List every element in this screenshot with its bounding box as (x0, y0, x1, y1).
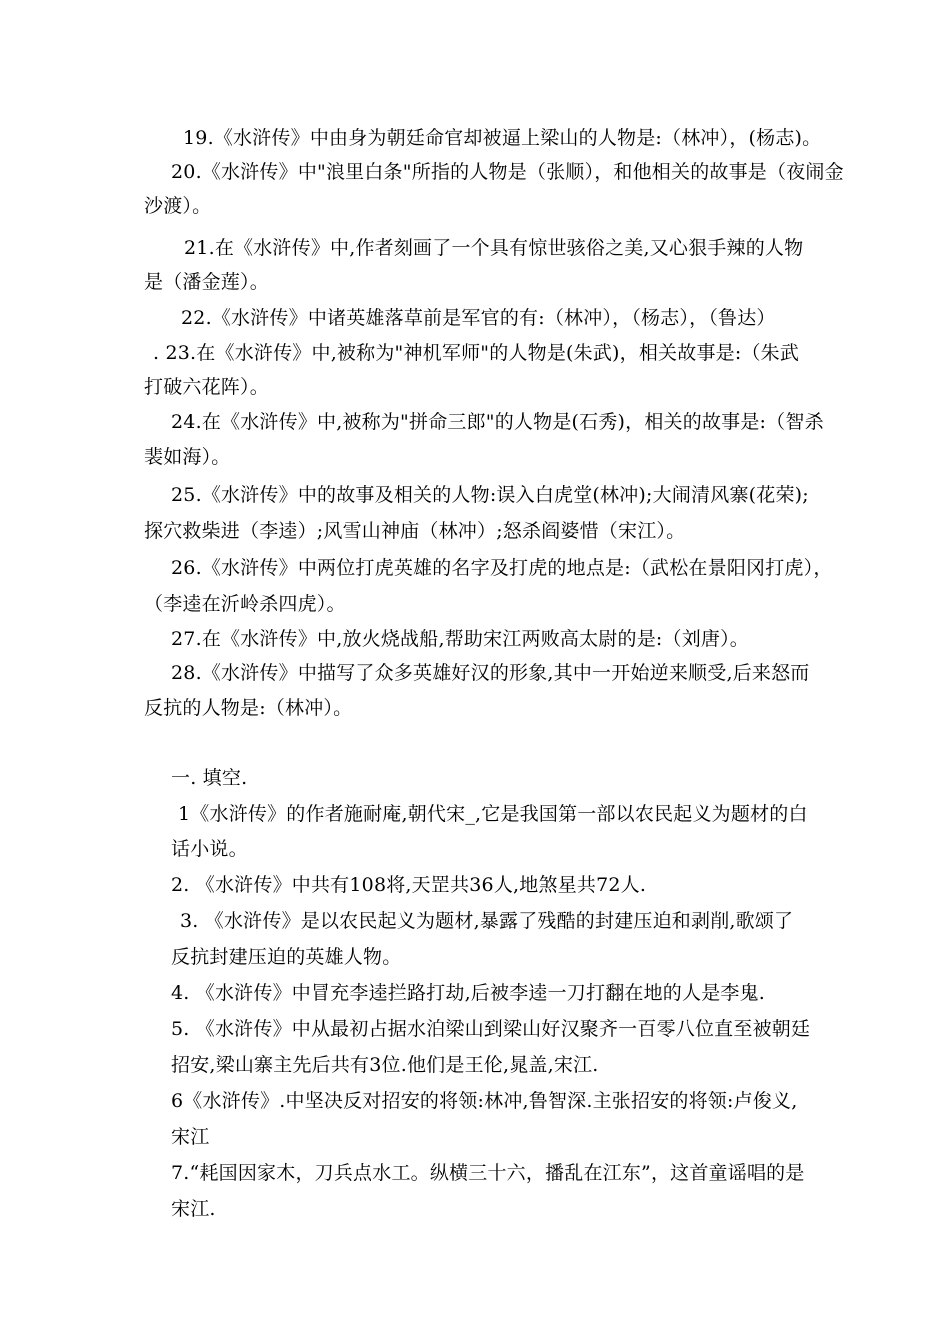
text-line: 19.《水浒传》中由身为朝廷命官却被逼上梁山的人物是:（林冲），(杨志)。 (183, 127, 822, 149)
text-line: 1《水浒传》的作者施耐庵,朝代宋_,它是我国第一部以农民起义为题材的白 (178, 803, 808, 825)
text-line: 打破六花阵）。 (144, 376, 269, 398)
text-line: 4. 《水浒传》中冒充李逵拦路打劫,后被李逵一刀打翻在地的人是李鬼. (171, 982, 766, 1004)
text-line: 反抗封建压迫的英雄人物。 (171, 946, 402, 968)
text-line: 7.“耗国因家木，刀兵点水工。纵横三十六，播乱在江东”，这首童谣唱的是 (171, 1162, 805, 1184)
text-line: （李逵在沂岭杀四虎）。 (144, 593, 346, 615)
text-line: 6《水浒传》.中坚决反对招安的将领:林冲,鲁智深.主张招安的将领:卢俊义, (171, 1090, 798, 1112)
text-line: . 23.在《水浒传》中,被称为"神机军师"的人物是(朱武)，相关故事是:（朱武 (153, 342, 800, 364)
text-line: 沙渡）。 (144, 195, 212, 217)
text-line: 26.《水浒传》中两位打虎英雄的名字及打虎的地点是:（武松在景阳冈打虎）， (171, 557, 833, 579)
text-line: 21.在《水浒传》中,作者刻画了一个具有惊世骇俗之美,又心狠手辣的人物 (184, 237, 804, 259)
text-line: 3. 《水浒传》是以农民起义为题材,暴露了残酷的封建压迫和剥削,歌颂了 (180, 910, 794, 932)
section-heading: 一. 填空. (171, 767, 248, 789)
text-line: 话小说。 (171, 838, 248, 860)
text-line: 裴如海）。 (144, 446, 231, 468)
text-line: 5. 《水浒传》中从最初占据水泊梁山到梁山好汉聚齐一百零八位直至被朝廷 (171, 1018, 811, 1040)
text-line: 2. 《水浒传》中共有108将,天罡共36人,地煞星共72人. (171, 874, 647, 896)
text-line: 招安,梁山寨主先后共有3位.他们是王伦,晁盖,宋江. (171, 1054, 599, 1076)
text-line: 27.在《水浒传》中,放火烧战船,帮助宋江两败高太尉的是:（刘唐）。 (171, 628, 749, 650)
text-line: 反抗的人物是:（林冲）。 (144, 697, 353, 719)
text-line: 28.《水浒传》中描写了众多英雄好汉的形象,其中一开始逆来顺受,后来怒而 (171, 662, 810, 684)
text-line: 宋江 (171, 1126, 210, 1148)
text-line: 探穴救柴进（李逵）;风雪山神庙（林冲）;怒杀阎婆惜（宋江）。 (144, 520, 686, 542)
text-line: 宋江. (171, 1198, 216, 1220)
text-line: 是（潘金莲）。 (144, 271, 269, 293)
text-line: 20.《水浒传》中"浪里白条"所指的人物是（张顺），和他相关的故事是（夜闹金 (171, 161, 844, 183)
text-line: 24.在《水浒传》中,被称为"拼命三郎"的人物是(石秀)，相关的故事是:（智杀 (171, 411, 824, 433)
text-line: 25.《水浒传》中的故事及相关的人物:误入白虎堂(林冲);大闹清风寨(花荣); (171, 484, 809, 506)
text-line: 22.《水浒传》中诸英雄落草前是军官的有:（林冲），（杨志），（鲁达） (181, 307, 776, 329)
